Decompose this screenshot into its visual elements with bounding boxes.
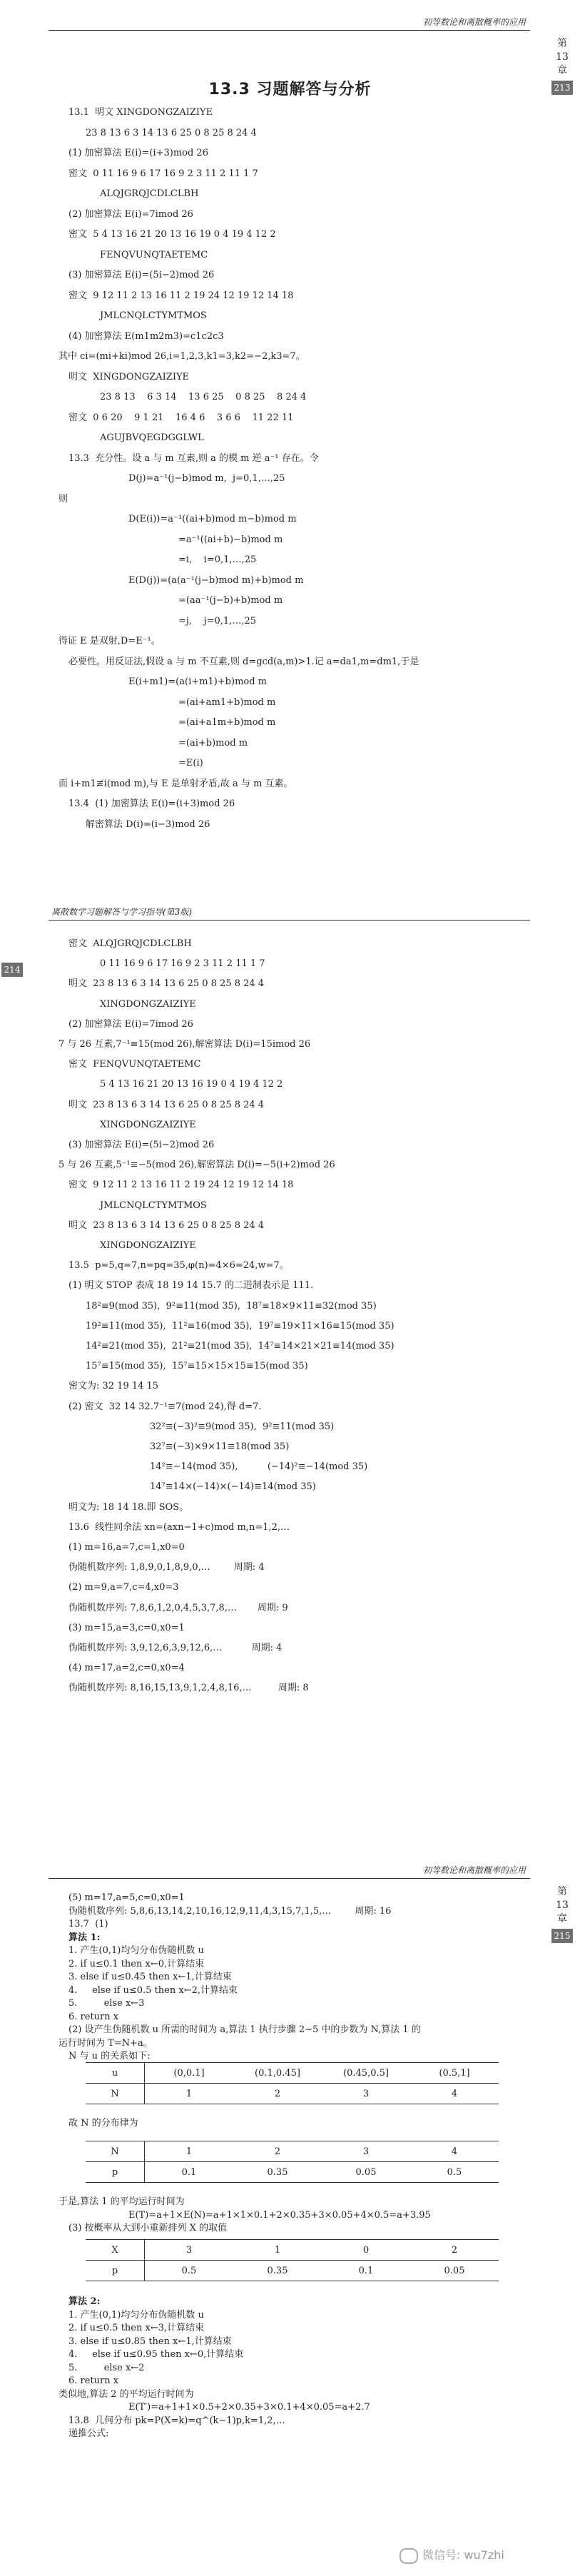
text-line: 13.1 明文 XINGDONGZAIZIYE bbox=[68, 107, 213, 118]
page-213 bbox=[0, 0, 580, 842]
text-line: =a⁻¹((ai+b)−b)mod m bbox=[178, 534, 283, 545]
text-line: AGUJBVQEGDGGLWL bbox=[100, 432, 204, 443]
table-row-header: N bbox=[86, 2141, 145, 2162]
text-line: XINGDONGZAIZIYE bbox=[100, 998, 196, 1010]
text-line: 递推公式: bbox=[68, 2428, 109, 2439]
table-row-header: p bbox=[86, 2261, 145, 2281]
text-line: 伪随机数序列: 7,8,6,1,2,0,4,5,3,7,8,… 周期: 9 bbox=[68, 1602, 288, 1613]
text-line: 而 i+m1≢i(mod m),与 E 是单射矛盾,故 a 与 m 互素。 bbox=[58, 778, 293, 789]
page-number: 215 bbox=[551, 1929, 573, 1943]
text-line: 3. else if u≤0.45 then x←1,计算结束 bbox=[68, 1972, 232, 1982]
table-cell: 3 bbox=[322, 2084, 410, 2104]
text-line: 15⁷≡15(mod 35), 15⁷≡15×15×15≡15(mod 35) bbox=[86, 1361, 308, 1372]
chapter-tab: 第 13 章 215 bbox=[551, 1885, 573, 1943]
text-line: 2. if u≤0.1 then x←0,计算结束 bbox=[68, 1958, 205, 1969]
table-cell: 1 bbox=[145, 2141, 234, 2162]
text-line: 13.6 线性同余法 xn=(axn−1+c)mod m,n=1,2,… bbox=[68, 1521, 290, 1533]
table-cell: 0.35 bbox=[233, 2261, 322, 2281]
text-line: JMLCNQLCTYMTMOS bbox=[100, 310, 207, 321]
text-line: 2. if u≤0.5 then x←3,计算结束 bbox=[68, 2323, 205, 2333]
table-cell: 0.05 bbox=[322, 2162, 410, 2183]
text-line: 13.7 (1) bbox=[68, 1919, 108, 1930]
text-line: E(i+m1)=(a(i+m1)+b)mod m bbox=[128, 676, 268, 687]
text-line: (5) m=17,a=5,c=0,x0=1 bbox=[68, 1892, 185, 1903]
table-cell: 0.1 bbox=[145, 2162, 234, 2183]
text-line: (2) m=9,a=7,c=4,x0=3 bbox=[68, 1582, 179, 1593]
text-line: FENQVUNQTAETEMC bbox=[100, 249, 208, 260]
text-line: (1) m=16,a=7,c=1,x0=0 bbox=[68, 1542, 185, 1553]
table-cell: 0.5 bbox=[145, 2261, 234, 2281]
running-header: 初等数论和离散概率的应用 bbox=[49, 1862, 530, 1879]
table-cell: 0.05 bbox=[410, 2261, 499, 2281]
text-line: 则 bbox=[58, 493, 68, 504]
text-line: 32⁷≡(−3)×9×11≡18(mod 35) bbox=[150, 1441, 290, 1452]
page-tab bbox=[1, 960, 23, 977]
text-line: 1. 产生(0,1)均匀分布伪随机数 u bbox=[68, 2309, 204, 2321]
text-line: 0 11 16 9 6 17 16 9 2 3 11 2 11 1 7 bbox=[100, 958, 265, 970]
table-cell: 4 bbox=[410, 2141, 499, 2162]
table-cell: (0.45,0.5] bbox=[322, 2063, 410, 2084]
text-line: 32²≡(−3)²≡9(mod 35), 9²≡11(mod 35) bbox=[150, 1421, 335, 1432]
text-line: 5 4 13 16 21 20 13 16 19 0 4 19 4 12 2 bbox=[100, 1079, 283, 1090]
table-cell: 1 bbox=[233, 2240, 322, 2261]
table-u-N bbox=[86, 2062, 499, 2104]
text-line: E(T′)=a+1+1×0.5+2×0.35+3×0.1+4×0.05=a+2.7 bbox=[128, 2402, 370, 2413]
text-line: ALQJGRQJCDLCLBH bbox=[100, 188, 199, 199]
text-line: 4. else if u≤0.95 then x←0,计算结束 bbox=[68, 2349, 244, 2360]
wechat-watermark: 微信号: wu7zhi bbox=[400, 2546, 504, 2564]
text-line: E(T)=a+1×E(N)=a+1×1×0.1+2×0.35+3×0.05+4×0.5=a+3.95 bbox=[128, 2209, 431, 2221]
table-row-header: N bbox=[86, 2084, 145, 2104]
text-line: (3) 加密算法 E(i)=(5i−2)mod 26 bbox=[68, 270, 215, 280]
text-line: 得证 E 是双射,D=E⁻¹。 bbox=[58, 636, 161, 646]
text-line: 伪随机数序列: 1,8,9,0,1,8,9,0,… 周期: 4 bbox=[68, 1562, 265, 1573]
text-line: 算法 1: bbox=[68, 1932, 101, 1943]
text-line: =(aa⁻¹(j−b)+b)mod m bbox=[178, 595, 283, 606]
text-line: (2) 设产生伪随机数 u 所需的时间为 a,算法 1 执行步骤 2~5 中的步数为 N,算法 1 的 bbox=[68, 2024, 421, 2035]
text-line: 密文 FENQVUNQTAETEMC bbox=[68, 1059, 201, 1070]
text-line: (1) 明文 STOP 表成 18 19 14 15.7 的二进制表示是 111. bbox=[68, 1280, 314, 1292]
text-line: =(ai+a1m+b)mod m bbox=[178, 717, 276, 728]
text-line: 密文 0 11 16 9 6 17 16 9 2 3 11 2 11 1 7 bbox=[68, 168, 258, 179]
text-line: 5. else x←2 bbox=[68, 2362, 145, 2373]
text-line: =(ai+am1+b)mod m bbox=[178, 696, 276, 708]
text-line: 算法 2: bbox=[68, 2296, 101, 2307]
table-cell: (0.5,1] bbox=[410, 2063, 499, 2084]
table-cell: (0,0.1] bbox=[145, 2063, 234, 2084]
text-line: (2) 密文 32 14 32.7⁻¹≡7(mod 24),得 d=7. bbox=[68, 1401, 262, 1412]
text-line: D(E(i))=a⁻¹((ai+b)mod m−b)mod m bbox=[128, 514, 297, 524]
page-number: 214 bbox=[1, 963, 23, 977]
text-line: 23 8 13 6 3 14 13 6 25 0 8 25 8 24 4 bbox=[100, 392, 307, 402]
text-line: 类似地,算法 2 的平均运行时间为 bbox=[58, 2388, 194, 2400]
text-line: 伪随机数序列: 8,16,15,13,9,1,2,4,8,16,… 周期: 8 bbox=[68, 1683, 309, 1694]
text-line: XINGDONGZAIZIYE bbox=[100, 1240, 196, 1251]
chapter-tab: 第 13 章 213 bbox=[551, 37, 573, 95]
text-line: 3. else if u≤0.85 then x←1,计算结束 bbox=[68, 2336, 232, 2347]
text-line: (2) 加密算法 E(i)=7imod 26 bbox=[68, 1018, 193, 1030]
table-cell: 1 bbox=[145, 2084, 234, 2104]
table-cell: 3 bbox=[322, 2141, 410, 2162]
text-line: 14²≡−14(mod 35), (−14)²≡−14(mod 35) bbox=[150, 1461, 368, 1473]
text-line: 伪随机数序列: 5,8,6,13,14,2,10,16,12,9,11,4,3,15,7,1,5,… 周期: 16 bbox=[68, 1905, 392, 1917]
table-cell: 2 bbox=[233, 2141, 322, 2162]
text-line: 1. 产生(0,1)均匀分布伪随机数 u bbox=[68, 1945, 204, 1956]
text-line: E(D(j))=(a(a⁻¹(j−b)mod m)+b)mod m bbox=[128, 574, 304, 586]
text-line: 明文 XINGDONGZAIZIYE bbox=[68, 371, 190, 382]
text-line: (4) m=17,a=2,c=0,x0=4 bbox=[68, 1663, 185, 1674]
text-line: JMLCNQLCTYMTMOS bbox=[100, 1200, 207, 1211]
table-cell: 4 bbox=[410, 2084, 499, 2104]
table-X-p bbox=[86, 2239, 499, 2281]
running-header: 初等数论和离散概率的应用 bbox=[49, 14, 530, 31]
table-cell: 0.1 bbox=[322, 2261, 410, 2281]
wechat-icon bbox=[400, 2548, 418, 2564]
table-row-header: X bbox=[86, 2240, 145, 2261]
text-line: (3) 按概率从大到小重新排列 X 的取值 bbox=[68, 2223, 228, 2233]
text-line: 14²≡21(mod 35), 21²≡21(mod 35), 14⁷≡14×21×21≡14(mod 35) bbox=[86, 1341, 395, 1352]
page-215 bbox=[0, 1848, 580, 2576]
text-line: 密文 9 12 11 2 13 16 11 2 19 24 12 19 12 14 18 bbox=[68, 290, 294, 301]
distribution-caption: 故 N 的分布律为 bbox=[68, 2118, 138, 2129]
text-line: N 与 u 的关系如下: bbox=[68, 2051, 151, 2062]
text-line: (1) 加密算法 E(i)=(i+3)mod 26 bbox=[68, 148, 208, 158]
text-line: 5. else x←3 bbox=[68, 1998, 145, 2009]
text-line: 明文 23 8 13 6 3 14 13 6 25 0 8 25 8 24 4 bbox=[68, 1099, 265, 1110]
page-number: 213 bbox=[551, 81, 573, 95]
text-line: D(j)=a⁻¹(j−b)mod m, j=0,1,…,25 bbox=[128, 473, 285, 484]
table-cell: 0 bbox=[322, 2240, 410, 2261]
text-line: 5 与 26 互素,5⁻¹≡−5(mod 26),解密算法 D(i)=−5(i+2)mod 26 bbox=[58, 1160, 335, 1171]
text-line: 23 8 13 6 3 14 13 6 25 0 8 25 8 24 4 bbox=[86, 127, 257, 138]
table-cell: 2 bbox=[410, 2240, 499, 2261]
text-line: 13.8 几何分布 pk=P(X=k)=q^(k−1)p,k=1,2,… bbox=[68, 2415, 285, 2426]
table-cell: 0.5 bbox=[410, 2162, 499, 2183]
text-line: =j, j=0,1,…,25 bbox=[178, 615, 256, 627]
text-line: 明文 23 8 13 6 3 14 13 6 25 0 8 25 8 24 4 bbox=[68, 978, 265, 990]
table-cell: 3 bbox=[145, 2240, 234, 2261]
text-line: 13.3 充分性。设 a 与 m 互素,则 a 的模 m 逆 a⁻¹ 存在。令 bbox=[68, 452, 319, 464]
page-214 bbox=[0, 888, 580, 1702]
table-cell: 0.35 bbox=[233, 2162, 322, 2183]
running-header: 离散数学习题解答与学习指导(第3版) bbox=[49, 904, 530, 921]
text-line: 6. return x bbox=[68, 2375, 119, 2386]
text-line: 18²≡9(mod 35), 9²≡11(mod 35), 18⁷≡18×9×11≡32(mod 35) bbox=[86, 1300, 377, 1312]
table-N-p bbox=[86, 2141, 499, 2183]
text-line: =(ai+b)mod m bbox=[178, 737, 248, 749]
text-line: 密文 5 4 13 16 21 20 13 16 19 0 4 19 4 12 2 bbox=[68, 229, 276, 240]
text-line: (2) 加密算法 E(i)=7imod 26 bbox=[68, 208, 193, 220]
text-line: 明文为: 18 14 18.即 SOS。 bbox=[68, 1501, 189, 1513]
text-line: XINGDONGZAIZIYE bbox=[100, 1119, 196, 1130]
text-line: 必要性。用反证法,假设 a 与 m 不互素,则 d=gcd(a,m)>1.记 a=da1,m=dm1,于是 bbox=[68, 656, 419, 667]
table-row-header: p bbox=[86, 2162, 145, 2183]
text-line: 明文 23 8 13 6 3 14 13 6 25 0 8 25 8 24 4 bbox=[68, 1219, 265, 1231]
text-line: 6. return x bbox=[68, 2011, 119, 2022]
text-line: =i, i=0,1,…,25 bbox=[178, 554, 257, 565]
text-line: 密文 0 6 20 9 1 21 16 4 6 3 6 6 11 22 11 bbox=[68, 412, 294, 423]
text-line: =E(i) bbox=[178, 758, 203, 769]
table-row-header: u bbox=[86, 2063, 145, 2084]
text-line: 密文 9 12 11 2 13 16 11 2 19 24 12 19 12 14 18 bbox=[68, 1180, 294, 1191]
table-cell: 2 bbox=[233, 2084, 322, 2104]
text-line: 解密算法 D(i)=(i−3)mod 26 bbox=[86, 818, 210, 830]
text-line: 13.5 p=5,q=7,n=pq=35,φ(n)=4×6=24,w=7。 bbox=[68, 1260, 289, 1272]
text-line: 密文 ALQJGRQJCDLCLBH bbox=[68, 938, 192, 949]
text-line: 其中 ci=(mi+ki)mod 26,i=1,2,3,k1=3,k2=−2,k3=7。 bbox=[58, 351, 305, 362]
table-cell: (0.1,0.45] bbox=[233, 2063, 322, 2084]
text-line: 于是,算法 1 的平均运行时间为 bbox=[58, 2196, 185, 2207]
text-line: 密文为: 32 19 14 15 bbox=[68, 1381, 159, 1392]
text-line: (3) m=15,a=3,c=0,x0=1 bbox=[68, 1622, 185, 1633]
text-line: (3) 加密算法 E(i)=(5i−2)mod 26 bbox=[68, 1140, 215, 1150]
section-title: 13.3 习题解答与分析 bbox=[208, 81, 372, 98]
text-line: 伪随机数序列: 3,9,12,6,3,9,12,6,… 周期: 4 bbox=[68, 1643, 283, 1653]
text-line: 4. else if u≤0.5 then x←2,计算结束 bbox=[68, 1984, 238, 1996]
text-line: 7 与 26 互素,7⁻¹≡15(mod 26),解密算法 D(i)=15imod 26 bbox=[58, 1039, 311, 1050]
text-line: 14⁷≡14×(−14)×(−14)≡14(mod 35) bbox=[150, 1481, 316, 1493]
text-line: 运行时间为 T=N+a。 bbox=[58, 2037, 153, 2049]
text-line: 19²≡11(mod 35), 11²≡16(mod 35), 19⁷≡19×11×16≡15(mod 35) bbox=[86, 1320, 395, 1332]
text-line: (4) 加密算法 E(m1m2m3)=c1c2c3 bbox=[68, 330, 224, 342]
text-line: 13.4 (1) 加密算法 E(i)=(i+3)mod 26 bbox=[68, 798, 235, 809]
